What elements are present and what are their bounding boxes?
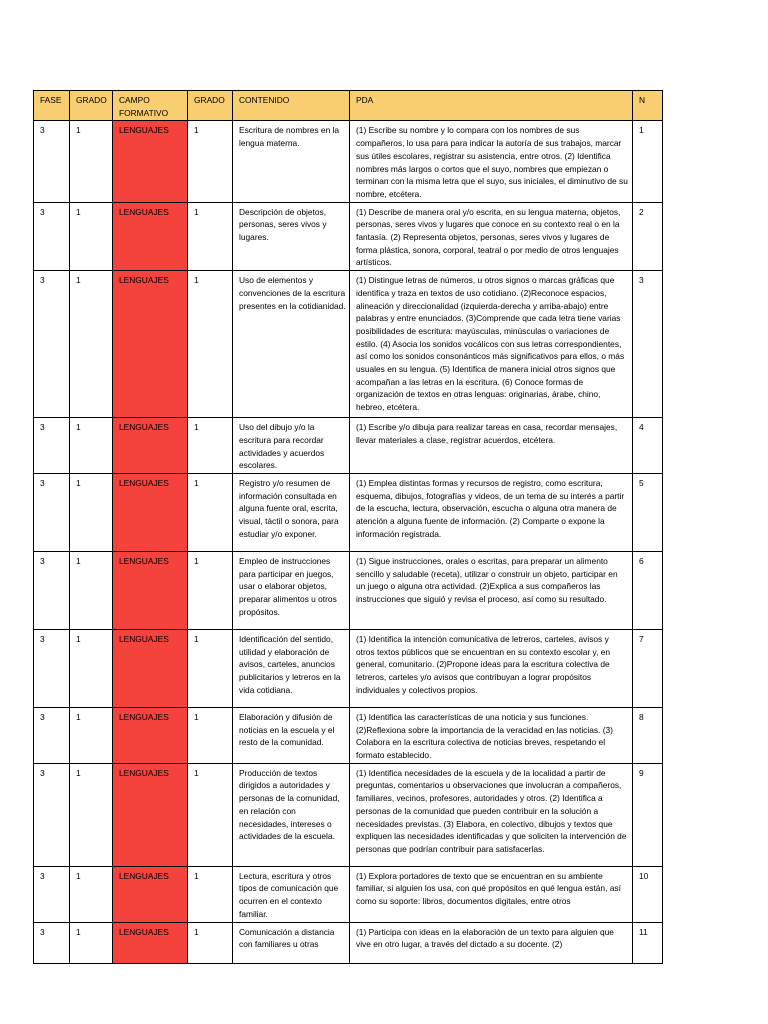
cell-grado-text: 1 bbox=[76, 125, 81, 136]
cell-campo-formativo-text: LENGUAJES bbox=[119, 711, 169, 722]
cell-n-text: 3 bbox=[639, 275, 644, 286]
cell-fase-text: 3 bbox=[40, 275, 45, 286]
cell-n-text: 7 bbox=[639, 633, 644, 644]
cell-campo-formativo bbox=[113, 418, 188, 474]
header-grado-2: GRADO bbox=[188, 91, 233, 121]
cell-fase bbox=[34, 629, 70, 707]
cell-grado-text: 1 bbox=[76, 633, 81, 644]
cell-pda-text: (1) Explora portadores de texto que se encuentran en su ambiente familiar, si alguien los usa, con qué propósitos en qué lengua están, así como su soporte: libros, documentos digitales, entre otros bbox=[356, 870, 621, 907]
cell-grado-2 bbox=[188, 707, 233, 763]
cell-grado-2-text: 1 bbox=[194, 206, 199, 217]
table-row bbox=[34, 202, 663, 271]
cell-campo-formativo-text: LENGUAJES bbox=[119, 275, 169, 286]
cell-pda-text: (1) Sigue instrucciones, orales o escritas, para preparar un alimento sencillo y saludable (receta), utilizar o construir un objeto, participar en un juego o alguna otra actividad. (2)Explica a sus compañeros las instrucciones que siguió y revisa el proceso, así como su resultado. bbox=[356, 555, 618, 605]
cell-fase-text: 3 bbox=[40, 477, 45, 488]
header-n: N bbox=[633, 91, 663, 121]
cell-n bbox=[633, 121, 663, 202]
cell-campo-formativo-text: LENGUAJES bbox=[119, 633, 169, 644]
cell-pda bbox=[350, 418, 633, 474]
cell-pda-text: (1) Identifica la intención comunicativa de letreros, carteles, avisos y otros textos públicos que se encuentran en su contexto escolar y, en general, comunitario. (2)Propone ideas para la escritura colectiva de letreros, carteles y/o avisos que contribuyan a lograr propósitos individuales y colectivos propios. bbox=[356, 633, 611, 695]
cell-fase bbox=[34, 763, 70, 866]
cell-contenido-text: Uso de elementos y convenciones de la escritura presentes en la cotidianidad. bbox=[239, 275, 346, 311]
cell-fase bbox=[34, 707, 70, 763]
cell-campo-formativo-text: LENGUAJES bbox=[119, 870, 169, 881]
cell-pda-text: (1) Identifica las características de una noticia y sus funciones. (2)Reflexiona sobre la importancia de la veracidad en las noticias. (3) Colabora en la escritura colectiva de noticias breves, respetando el formato establecido. bbox=[356, 711, 613, 761]
table-row bbox=[34, 473, 663, 551]
cell-fase bbox=[34, 551, 70, 629]
cell-campo-formativo-text: LENGUAJES bbox=[119, 422, 169, 433]
cell-pda-text: (1) Escribe su nombre y lo compara con los nombres de sus compañeros, lo usa para para indicar la autoría de sus trabajos, marcar sus útiles escolares, registrar su asistencia, entre otros. (2) Identifica nombres más largos o cortos que el suyo, nombres que empiezan o terminan con la misma letra que el suyo, sus iniciales, el diminutivo de su nombre, etcétera. bbox=[356, 125, 628, 199]
cell-grado bbox=[70, 121, 113, 202]
curriculum-table bbox=[33, 90, 663, 964]
cell-fase-text: 3 bbox=[40, 125, 45, 136]
cell-fase bbox=[34, 418, 70, 474]
cell-campo-formativo bbox=[113, 551, 188, 629]
cell-grado-2 bbox=[188, 473, 233, 551]
cell-campo-formativo bbox=[113, 922, 188, 963]
cell-grado bbox=[70, 418, 113, 474]
cell-grado bbox=[70, 922, 113, 963]
cell-grado-2-text: 1 bbox=[194, 125, 199, 136]
cell-contenido bbox=[233, 866, 350, 922]
cell-grado-2 bbox=[188, 922, 233, 963]
cell-campo-formativo bbox=[113, 271, 188, 418]
cell-fase-text: 3 bbox=[40, 711, 45, 722]
cell-n-text: 5 bbox=[639, 477, 644, 488]
cell-grado bbox=[70, 473, 113, 551]
cell-grado-text: 1 bbox=[76, 555, 81, 566]
cell-fase bbox=[34, 271, 70, 418]
cell-contenido bbox=[233, 763, 350, 866]
cell-fase-text: 3 bbox=[40, 870, 45, 881]
table-row bbox=[34, 121, 663, 202]
cell-pda-text: (1) Escribe y/o dibuja para realizar tareas en casa, recordar mensajes, llevar materiales a clase, registrar acuerdos, etcétera. bbox=[356, 422, 618, 445]
cell-grado-text: 1 bbox=[76, 275, 81, 286]
cell-n-text: 11 bbox=[639, 926, 648, 937]
cell-grado bbox=[70, 866, 113, 922]
cell-grado-2 bbox=[188, 763, 233, 866]
table-row bbox=[34, 551, 663, 629]
cell-grado-text: 1 bbox=[76, 711, 81, 722]
cell-fase-text: 3 bbox=[40, 206, 45, 217]
cell-pda bbox=[350, 121, 633, 202]
cell-grado-2-text: 1 bbox=[194, 555, 199, 566]
cell-pda bbox=[350, 202, 633, 271]
cell-grado-2 bbox=[188, 202, 233, 271]
cell-grado-2 bbox=[188, 418, 233, 474]
cell-grado bbox=[70, 271, 113, 418]
cell-pda bbox=[350, 271, 633, 418]
cell-grado bbox=[70, 629, 113, 707]
cell-contenido-text: Empleo de instrucciones para participar en juegos, usar o elaborar objetos, preparar alimentos u otros propósitos. bbox=[239, 555, 337, 617]
cell-campo-formativo bbox=[113, 629, 188, 707]
cell-contenido-text: Escritura de nombres en la lengua materna. bbox=[239, 125, 340, 149]
cell-n bbox=[633, 271, 663, 418]
cell-contenido bbox=[233, 473, 350, 551]
header-grado: GRADO bbox=[70, 91, 113, 121]
table-row bbox=[34, 866, 663, 922]
cell-grado-2 bbox=[188, 551, 233, 629]
cell-campo-formativo bbox=[113, 763, 188, 866]
cell-pda bbox=[350, 922, 633, 963]
cell-grado-2-text: 1 bbox=[194, 633, 199, 644]
cell-pda-text: (1) Describe de manera oral y/o escrita, en su lengua materna, objetos, personas, seres vivos y lugares que conoce en su contexto real o en la fantasía. (2) Representa objetos, personas, seres vivos y lugares de forma plástica, sonora, corporal, teatral o por medio de otros lenguajes artísticos. bbox=[356, 206, 621, 268]
cell-grado-2-text: 1 bbox=[194, 275, 199, 286]
cell-contenido-text: Producción de textos dirigidos a autoridades y personas de la comunidad, en relación con necesidades, intereses o actividades de la escuela. bbox=[239, 767, 340, 842]
cell-n bbox=[633, 866, 663, 922]
cell-campo-formativo bbox=[113, 473, 188, 551]
cell-fase-text: 3 bbox=[40, 422, 45, 433]
cell-contenido bbox=[233, 707, 350, 763]
table-row bbox=[34, 763, 663, 866]
cell-campo-formativo-text: LENGUAJES bbox=[119, 555, 169, 566]
cell-grado-text: 1 bbox=[76, 926, 81, 937]
header-contenido: CONTENIDO bbox=[233, 91, 350, 121]
cell-contenido-text: Identificación del sentido, utilidad y elaboración de avisos, carteles, anuncios publicitarios y letreros en la vida cotidiana. bbox=[239, 633, 341, 695]
table-row bbox=[34, 629, 663, 707]
cell-n bbox=[633, 707, 663, 763]
cell-grado-2-text: 1 bbox=[194, 926, 199, 937]
cell-n-text: 9 bbox=[639, 767, 644, 778]
table-row bbox=[34, 707, 663, 763]
header-row bbox=[34, 91, 663, 121]
cell-grado bbox=[70, 763, 113, 866]
cell-n-text: 10 bbox=[639, 870, 649, 881]
cell-grado-text: 1 bbox=[76, 767, 81, 778]
cell-fase-text: 3 bbox=[40, 555, 45, 566]
cell-grado bbox=[70, 202, 113, 271]
cell-n-text: 4 bbox=[639, 422, 644, 433]
cell-grado-text: 1 bbox=[76, 477, 81, 488]
cell-grado-text: 1 bbox=[76, 870, 81, 881]
cell-campo-formativo bbox=[113, 202, 188, 271]
cell-pda-text: (1) Distingue letras de números, u otros signos o marcas gráficas que identifica y traza en textos de uso cotidiano. (2)Reconoce espacios, alineación y direccionalidad (izquierda-derecha y arriba-abajo) entre palabras y entre enunciados. (3)Comprende que cada letra tiene varias posibilidades de escritura: mayúsculas, minúsculas o variaciones de estilo. (4) Asocia los sonidos vocálicos con sus letras correspondientes, así como los sonidos consonánticos más significativos para ellos, o más usuales en su lengua. (5) Identifica de manera inicial otros signos que acompañan a las letras en la escritura. (6) Conoce formas de organización de textos en otras lenguas: originarias, árabe, chino, hebreo, etcétera. bbox=[356, 275, 625, 413]
cell-n-text: 1 bbox=[639, 125, 644, 136]
cell-pda-text: (1) Identifica necesidades de la escuela y de la localidad a partir de preguntas, comentarios u observaciones que involucran a compañeros, familiares, vecinos, profesores, autoridades y otros. (2) Identifica a personas de la comunidad que pueden contribuir en la solución a necesidades previstas. (3) Elabora, en colectivo, dibujos y textos que expliquen las necesidades identificadas y que soliciten la intervención de personas que podrían contribuir para satisfacerlas. bbox=[356, 767, 627, 854]
table-row bbox=[34, 418, 663, 474]
header-campo-formativo: CAMPO FORMATIVO bbox=[113, 91, 188, 121]
cell-grado bbox=[70, 551, 113, 629]
cell-n bbox=[633, 473, 663, 551]
cell-fase bbox=[34, 922, 70, 963]
cell-fase-text: 3 bbox=[40, 633, 45, 644]
cell-pda bbox=[350, 551, 633, 629]
cell-pda bbox=[350, 763, 633, 866]
cell-contenido bbox=[233, 551, 350, 629]
cell-n bbox=[633, 763, 663, 866]
cell-grado bbox=[70, 707, 113, 763]
cell-campo-formativo bbox=[113, 707, 188, 763]
cell-n-text: 6 bbox=[639, 555, 644, 566]
cell-grado-2-text: 1 bbox=[194, 477, 199, 488]
cell-fase bbox=[34, 473, 70, 551]
cell-grado-2-text: 1 bbox=[194, 422, 199, 433]
cell-campo-formativo-text: LENGUAJES bbox=[119, 206, 169, 217]
cell-pda bbox=[350, 866, 633, 922]
cell-contenido bbox=[233, 121, 350, 202]
cell-contenido bbox=[233, 418, 350, 474]
header-pda: PDA bbox=[350, 91, 633, 121]
cell-fase bbox=[34, 121, 70, 202]
cell-campo-formativo bbox=[113, 866, 188, 922]
cell-grado-2 bbox=[188, 866, 233, 922]
cell-pda bbox=[350, 707, 633, 763]
cell-campo-formativo-text: LENGUAJES bbox=[119, 767, 169, 778]
cell-grado-2 bbox=[188, 121, 233, 202]
cell-contenido-text: Comunicación a distancia con familiares u otras bbox=[239, 926, 335, 950]
cell-grado-text: 1 bbox=[76, 422, 81, 433]
cell-campo-formativo-text: LENGUAJES bbox=[119, 926, 169, 937]
cell-grado-2-text: 1 bbox=[194, 767, 199, 778]
cell-pda bbox=[350, 629, 633, 707]
header-fase: FASE bbox=[34, 91, 70, 121]
cell-contenido bbox=[233, 629, 350, 707]
cell-pda bbox=[350, 473, 633, 551]
cell-campo-formativo bbox=[113, 121, 188, 202]
cell-contenido-text: Descripción de objetos, personas, seres vivos y lugares. bbox=[239, 206, 327, 243]
cell-n-text: 2 bbox=[639, 206, 644, 217]
cell-contenido bbox=[233, 202, 350, 271]
table-body bbox=[34, 121, 663, 963]
cell-grado-text: 1 bbox=[76, 206, 81, 217]
cell-n bbox=[633, 202, 663, 271]
cell-contenido-text: Lectura, escritura y otros tipos de comunicación que ocurren en el contexto familiar. bbox=[239, 870, 339, 919]
cell-pda-text: (1) Emplea distintas formas y recursos de registro, como escritura, esquema, dibujos, fotografías y videos, de un tema de su interés a partir de la escucha, lectura, observación, escucha o alguna otra manera de atención a alguna fuente de información. (2) Comparte o expone la información registrada. bbox=[356, 477, 625, 539]
cell-n bbox=[633, 629, 663, 707]
cell-n bbox=[633, 418, 663, 474]
cell-grado-2-text: 1 bbox=[194, 711, 199, 722]
cell-contenido-text: Registro y/o resumen de información consultada en alguna fuente oral, escrita, visual, táctil o sonora, para estudiar y/o exponer. bbox=[239, 477, 339, 539]
cell-contenido bbox=[233, 922, 350, 963]
cell-grado-2-text: 1 bbox=[194, 870, 199, 881]
cell-fase-text: 3 bbox=[40, 767, 45, 778]
cell-contenido-text: Elaboración y difusión de noticias en la escuela y el resto de la comunidad. bbox=[239, 711, 335, 748]
cell-fase bbox=[34, 202, 70, 271]
cell-grado-2 bbox=[188, 271, 233, 418]
cell-contenido-text: Uso del dibujo y/o la escritura para recordar actividades y acuerdos escolares. bbox=[239, 422, 325, 471]
cell-n bbox=[633, 922, 663, 963]
cell-campo-formativo-text: LENGUAJES bbox=[119, 125, 169, 136]
cell-n bbox=[633, 551, 663, 629]
cell-contenido bbox=[233, 271, 350, 418]
cell-grado-2 bbox=[188, 629, 233, 707]
cell-n-text: 8 bbox=[639, 711, 644, 722]
cell-fase-text: 3 bbox=[40, 926, 45, 937]
table-row bbox=[34, 922, 663, 963]
cell-campo-formativo-text: LENGUAJES bbox=[119, 477, 169, 488]
cell-fase bbox=[34, 866, 70, 922]
cell-pda-text: (1) Participa con ideas en la elaboración de un texto para alguien que vive en otro lugar, a través del dictado a su docente. (2) bbox=[356, 926, 614, 950]
table-row bbox=[34, 271, 663, 418]
